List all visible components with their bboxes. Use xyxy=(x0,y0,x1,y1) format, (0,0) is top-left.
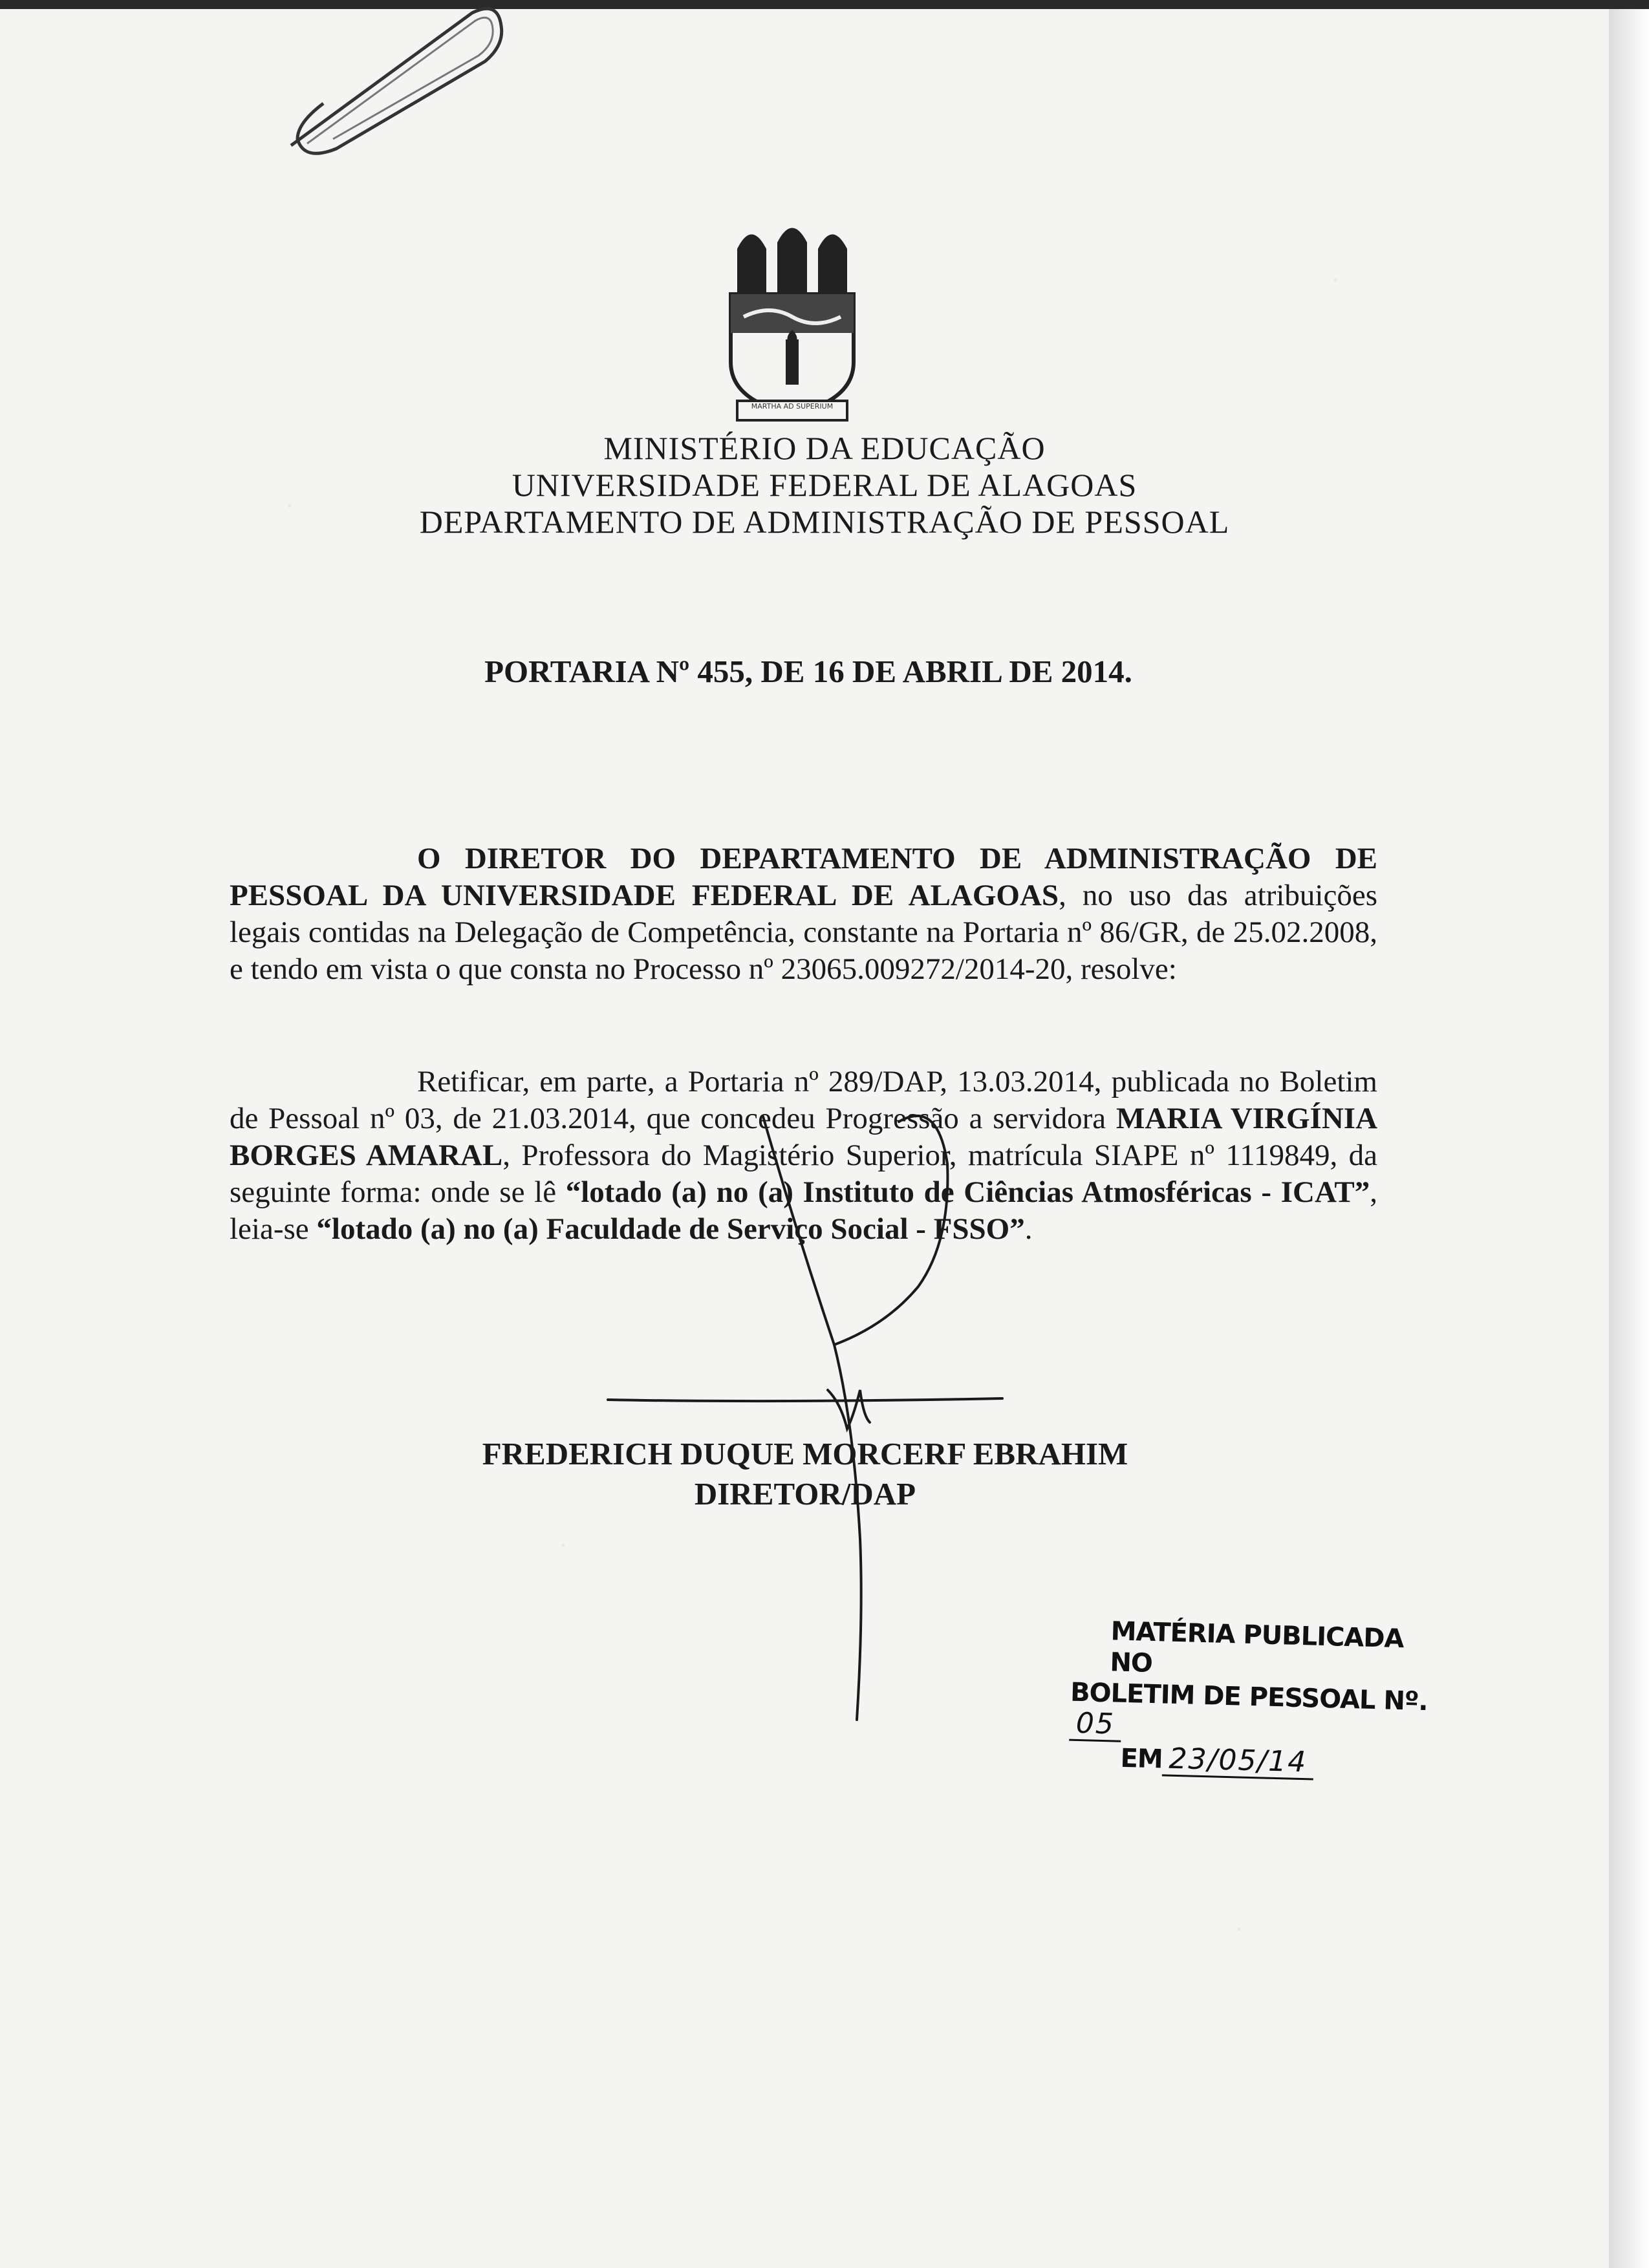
stamp-date-label: EM xyxy=(1119,1743,1163,1775)
resolution-text-2: , Professora do Magistério Superior, matrícula SIAPE nº 1119849, da seguinte forma: onde se lê xyxy=(230,1139,1378,1209)
university-name: UNIVERSIDADE FEDERAL DE ALAGOAS xyxy=(512,467,1137,503)
crest-motto: MARTHA AD SUPERIUM xyxy=(751,402,834,411)
stamp-line-1: MATÉRIA PUBLICADA NO xyxy=(1109,1616,1405,1678)
university-crest-icon xyxy=(724,213,860,427)
ministry-name: MINISTÉRIO DA EDUCAÇÃO xyxy=(603,430,1046,466)
resolution-text-1: Retificar, em parte, a Portaria nº 289/DAP, 13.03.2014, publicada no Boletim de Pessoal nº 03, de 21.03.2014, que concedeu Progressão a servidora xyxy=(230,1065,1377,1135)
stamp-date: 23/05/14 xyxy=(1162,1743,1314,1780)
page-shadow xyxy=(1609,9,1649,2268)
stamp-bulletin-label: BOLETIM DE PESSOAL Nº. xyxy=(1070,1677,1428,1717)
old-assignment: “lotado (a) no (a) Instituto de Ciências Atmosféricas - ICAT” xyxy=(565,1175,1370,1209)
paragraph-preamble xyxy=(230,840,1377,988)
document-title: PORTARIA Nº 455, DE 16 DE ABRIL DE 2014. xyxy=(484,654,1132,689)
scan-edge xyxy=(0,0,1649,9)
paragraph-resolution xyxy=(230,1064,1377,1248)
signatory-name: FREDERICH DUQUE MORCERF EBRAHIM xyxy=(482,1436,1128,1471)
publication-stamp xyxy=(1068,1615,1434,1784)
stamp-line-2 xyxy=(1069,1677,1432,1751)
preamble-text: , no uso das atribuições legais contidas na Delegação de Competência, constante na Portaria nº 86/GR, de 25.02.2008, e tendo em vista o que consta no Processo nº 23065.009272/2014-20, resolve: xyxy=(230,879,1377,986)
paperclip-icon xyxy=(278,0,511,162)
resolution-text-4: . xyxy=(1024,1212,1033,1246)
department-name: DEPARTAMENTO DE ADMINISTRAÇÃO DE PESSOAL xyxy=(419,504,1230,540)
document-header xyxy=(0,430,1649,540)
stamp-bulletin-number: 05 xyxy=(1069,1708,1121,1742)
employee-name: MARIA VIRGÍNIA BORGES AMARAL xyxy=(230,1102,1378,1172)
preamble-lead: O DIRETOR DO DEPARTAMENTO DE ADMINISTRAÇÃO DE PESSOAL DA UNIVERSIDADE FEDERAL DE ALAGOAS xyxy=(230,842,1377,912)
signatory-role: DIRETOR/DAP xyxy=(694,1476,916,1512)
new-assignment: “lotado (a) no (a) Faculdade de Serviço Social - FSSO” xyxy=(316,1212,1025,1246)
resolution-text-3: , leia-se xyxy=(230,1175,1378,1246)
